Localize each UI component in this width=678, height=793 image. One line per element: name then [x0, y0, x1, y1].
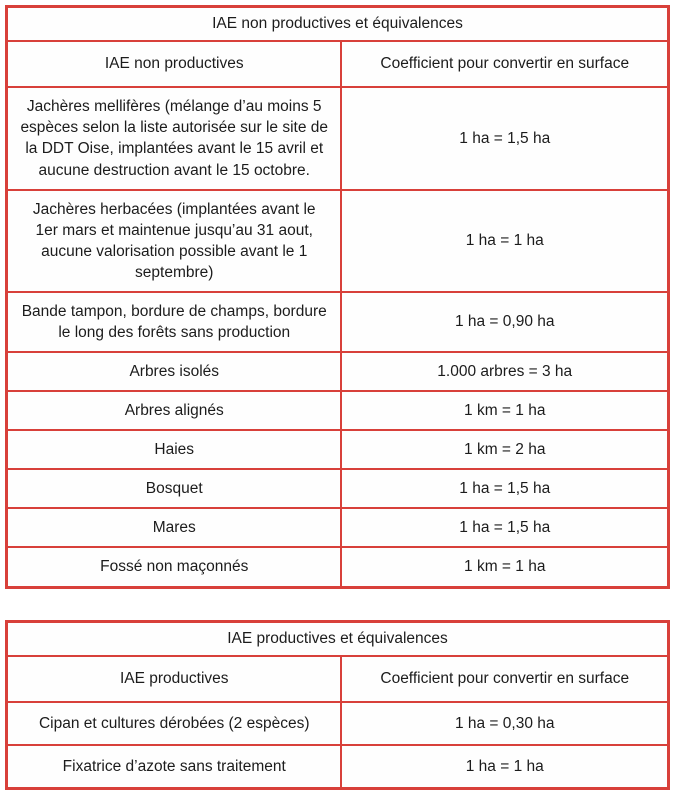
coefficient-cell: 1 ha = 0,90 ha: [341, 292, 668, 352]
table-row: [7, 508, 669, 547]
iae-label-cell: Arbres isolés: [7, 352, 342, 391]
table-row: [7, 702, 669, 745]
coefficient-cell: 1 ha = 1,5 ha: [341, 87, 668, 189]
table-row: [7, 87, 669, 189]
iae-label-cell: Jachères mellifères (mélange d’au moins 5 espèces selon la liste autorisée sur le site de la DDT Oise, implantées avant le 15 avril et aucune destruction avant le 15 octobre.: [7, 87, 342, 189]
column-header-coefficient: Coefficient pour convertir en surface: [341, 656, 668, 702]
table-header-row: [7, 41, 669, 87]
iae-label-cell: Cipan et cultures dérobées (2 espèces): [7, 702, 342, 745]
table-title: IAE productives et équivalences: [7, 622, 669, 657]
table-row: [7, 391, 669, 430]
iae-label-cell: Mares: [7, 508, 342, 547]
coefficient-cell: 1 ha = 1 ha: [341, 745, 668, 789]
coefficient-cell: 1 ha = 1,5 ha: [341, 508, 668, 547]
coefficient-cell: 1 ha = 1 ha: [341, 190, 668, 292]
table-row: [7, 430, 669, 469]
iae-label-cell: Arbres alignés: [7, 391, 342, 430]
column-header-coefficient: Coefficient pour convertir en surface: [341, 41, 668, 87]
iae-label-cell: Haies: [7, 430, 342, 469]
table-row: [7, 469, 669, 508]
iae-label-cell: Fixatrice d’azote sans traitement: [7, 745, 342, 789]
coefficient-cell: 1.000 arbres = 3 ha: [341, 352, 668, 391]
coefficient-cell: 1 km = 1 ha: [341, 547, 668, 587]
coefficient-cell: 1 km = 1 ha: [341, 391, 668, 430]
iae-productives-table: [5, 620, 670, 790]
table-row: [7, 190, 669, 292]
table-title-row: [7, 622, 669, 657]
coefficient-cell: 1 ha = 1,5 ha: [341, 469, 668, 508]
coefficient-cell: 1 km = 2 ha: [341, 430, 668, 469]
table-title: IAE non productives et équivalences: [7, 7, 669, 42]
iae-label-cell: Jachères herbacées (implantées avant le 1er mars et maintenue jusqu’au 31 aout, aucune valorisation possible avant le 1 septembre): [7, 190, 342, 292]
column-header-iae: IAE productives: [7, 656, 342, 702]
iae-label-cell: Bande tampon, bordure de champs, bordure le long des forêts sans production: [7, 292, 342, 352]
table-row: [7, 547, 669, 587]
iae-label-cell: Bosquet: [7, 469, 342, 508]
table-row: [7, 292, 669, 352]
table-row: [7, 352, 669, 391]
coefficient-cell: 1 ha = 0,30 ha: [341, 702, 668, 745]
table-header-row: [7, 656, 669, 702]
iae-non-productives-table: [5, 5, 670, 589]
iae-label-cell: Fossé non maçonnés: [7, 547, 342, 587]
column-header-iae: IAE non productives: [7, 41, 342, 87]
table-title-row: [7, 7, 669, 42]
table-row: [7, 745, 669, 789]
